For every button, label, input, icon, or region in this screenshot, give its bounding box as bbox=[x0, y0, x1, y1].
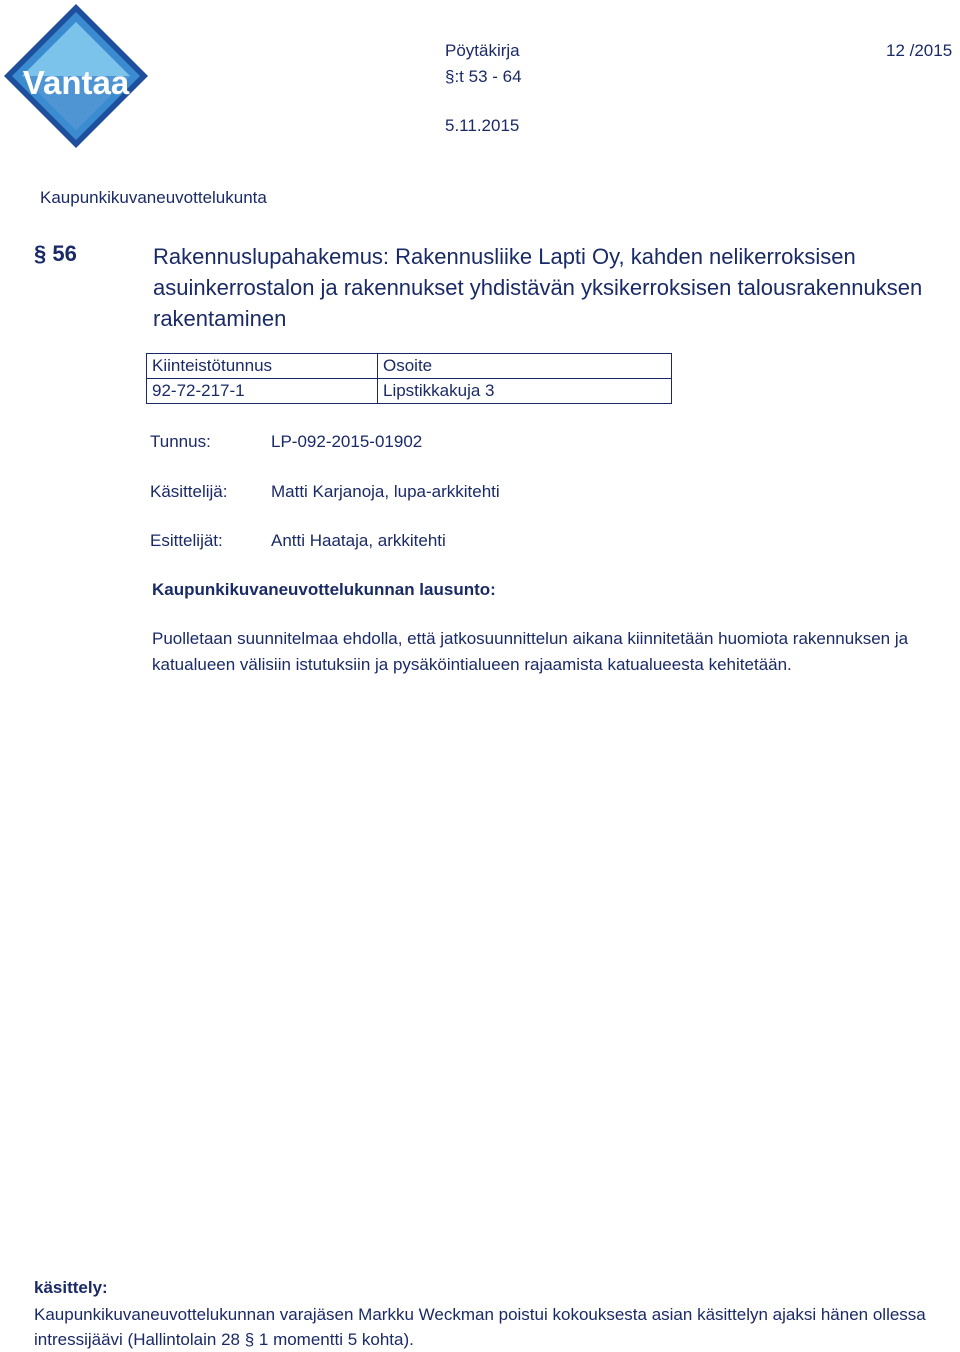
processing-heading: käsittely: bbox=[34, 1278, 108, 1297]
table-cell: 92-72-217-1 bbox=[147, 379, 378, 404]
meeting-date: 5.11.2015 bbox=[445, 116, 520, 135]
item-title: Rakennuslupahakemus: Rakennusliike Lapti Oy, kahden nelikerroksisen asuinkerrostalon ja rakennukset yhdistävän yksikerroksisen talousrakennuksen rakentaminen bbox=[153, 244, 923, 331]
page-number: 12 /2015 bbox=[886, 41, 953, 60]
detail-label-id: Tunnus: bbox=[150, 432, 211, 451]
detail-value-presenters: Antti Haataja, arkkitehti bbox=[271, 531, 446, 550]
detail-label-handler: Käsittelijä: bbox=[150, 482, 228, 501]
detail-value-handler: Matti Karjanoja, lupa-arkkitehti bbox=[271, 482, 500, 501]
document-type: Pöytäkirja bbox=[445, 41, 520, 60]
detail-label-presenters: Esittelijät: bbox=[150, 531, 223, 550]
property-table bbox=[146, 353, 672, 404]
statement-heading: Kaupunkikuvaneuvottelukunnan lausunto: bbox=[152, 580, 496, 599]
table-header-cell: Osoite bbox=[378, 354, 672, 379]
detail-value-id: LP-092-2015-01902 bbox=[271, 432, 423, 451]
section-number: § 56 bbox=[34, 241, 77, 266]
section-range: §:t 53 - 64 bbox=[445, 67, 522, 86]
organization-name: Kaupunkikuvaneuvottelukunta bbox=[40, 188, 267, 207]
table-row bbox=[147, 379, 672, 404]
logo-wordmark: Vantaa bbox=[22, 64, 130, 101]
table-cell: Lipstikkakuja 3 bbox=[378, 379, 672, 404]
processing-text: Kaupunkikuvaneuvottelukunnan varajäsen Markku Weckman poistui kokouksesta asian käsittelyn ajaksi hänen ollessa intressijäävi (Hallintolain 28 § 1 momentti 5 kohta). bbox=[34, 1305, 926, 1349]
statement-text: Puolletaan suunnitelmaa ehdolla, että jatkosuunnittelun aikana kiinnitetään huomiota rakennuksen ja katualueen välisiin istutuksiin ja pysäköintialueen rajaamista katualueesta kehitetään. bbox=[152, 629, 909, 674]
table-header-row bbox=[147, 354, 672, 379]
vantaa-logo bbox=[0, 0, 152, 152]
table-header-cell: Kiinteistötunnus bbox=[147, 354, 378, 379]
